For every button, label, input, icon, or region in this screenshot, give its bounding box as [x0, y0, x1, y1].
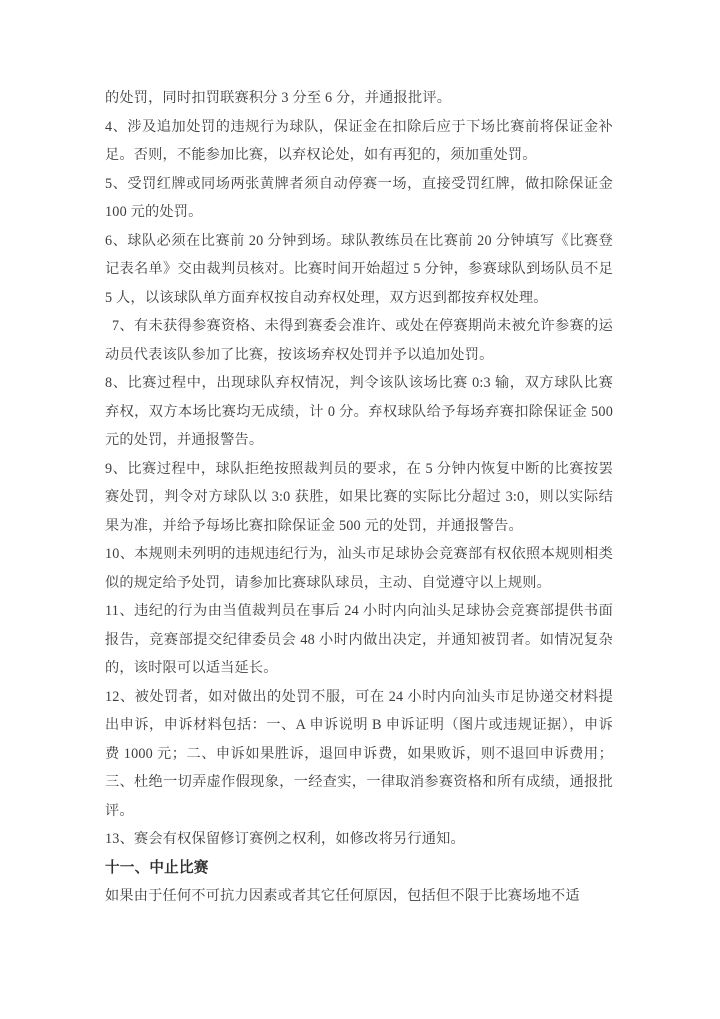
- text-line: 动员代表该队参加了比赛，按该场弃权处罚并予以追加处罚。: [105, 346, 494, 363]
- paragraph-suspend-intro: [105, 882, 613, 911]
- text-line: 果为准，并给予每场比赛扣除保证金 500 元的处罚，并通报警告。: [105, 517, 523, 534]
- paragraph-5: [105, 170, 613, 227]
- text-line: 评。: [105, 802, 134, 819]
- text-line: 报告，竞赛部提交纪律委员会 48 小时内做出决定，并通知被罚者。如情况复杂: [105, 631, 613, 648]
- text-line: 5 人，以该球队单方面弃权按自动弃权处理，双方迟到都按弃权处理。: [105, 289, 548, 306]
- text-line: 似的规定给予处罚，请参加比赛球队球员，主动、自觉遵守以上规则。: [105, 574, 552, 591]
- text-line: 弃权，双方本场比赛均无成绩，计 0 分。弃权球队给予每场弃赛扣除保证金 500: [105, 403, 613, 420]
- paragraph-4: [105, 113, 613, 170]
- text-line: 8、比赛过程中，出现球队弃权情况，判令该队该场比赛 0:3 输，双方球队比赛: [105, 375, 613, 391]
- text-line: 4、涉及追加处罚的违规行为球队，保证金在扣除后应于下场比赛前将保证金补: [105, 118, 613, 135]
- paragraph-3-continuation: [105, 84, 613, 113]
- text-line: 10、本规则未列明的违规违纪行为，汕头市足球协会竞赛部有权依照本规则相类: [105, 546, 613, 562]
- paragraph-6: [105, 227, 613, 313]
- text-line: 记表名单》交由裁判员核对。比赛时间开始超过 5 分钟，参赛球队到场队员不足: [105, 261, 613, 277]
- section-heading: 十一、中止比赛: [105, 859, 209, 876]
- paragraph-7: [105, 312, 613, 369]
- text-line: 9、比赛过程中，球队拒绝按照裁判员的要求，在 5 分钟内恢复中断的比赛按罢: [105, 460, 613, 477]
- text-line: 元的处罚，并通报警告。: [105, 432, 264, 448]
- paragraph-9: [105, 455, 613, 541]
- text-line: 6、球队必须在比赛前 20 分钟到场。球队教练员在比赛前 20 分钟填写《比赛登: [105, 232, 613, 249]
- text-line: 的处罚，同时扣罚联赛积分 3 分至 6 分，并通报批评。: [105, 90, 452, 106]
- text-line: 三、杜绝一切弄虚作假现象，一经查实，一律取消参赛资格和所有成绩，通报批: [105, 774, 613, 790]
- text-line: 11、违纪的行为由当值裁判员在事后 24 小时内向汕头足球协会竞赛部提供书面: [105, 603, 613, 619]
- paragraph-13: [105, 825, 613, 854]
- paragraph-8: [105, 369, 613, 455]
- paragraph-12: [105, 683, 613, 826]
- text-line: 100 元的处罚。: [105, 204, 203, 220]
- text-line: 13、赛会有权保留修订赛例之权利，如修改将另行通知。: [105, 831, 465, 847]
- paragraph-11: [105, 597, 613, 683]
- text-line: 出申诉，申诉材料包括：一、A 申诉说明 B 申诉证明（图片或违规证据），申诉: [105, 717, 613, 733]
- text-line: 5、受罚红牌或同场两张黄牌者须自动停赛一场，直接受罚红牌，做扣除保证金: [105, 175, 613, 192]
- document-text-block: [105, 84, 613, 911]
- text-line: 足。否则，不能参加比赛，以弃权论处，如有再犯的，须加重处罚。: [105, 147, 537, 163]
- text-line: 费 1000 元；二、申诉如果胜诉，退回申诉费，如果败诉，则不退回申诉费用；: [105, 745, 613, 762]
- text-line: 7、有未获得参赛资格、未得到赛委会准许、或处在停赛期尚未被允许参赛的运: [112, 318, 613, 334]
- paragraph-10: [105, 540, 613, 597]
- section-heading-11: [105, 854, 613, 883]
- text-line: 的，该时限可以适当延长。: [105, 660, 278, 676]
- text-line: 如果由于任何不可抗力因素或者其它任何原因，包括但不限于比赛场地不适: [105, 888, 580, 904]
- text-line: 12、被处罚者，如对做出的处罚不服，可在 24 小时内向汕头市足协递交材料提: [105, 688, 613, 705]
- text-line: 赛处罚，判令对方球队以 3:0 获胜，如果比赛的实际比分超过 3:0，则以实际结: [105, 489, 613, 505]
